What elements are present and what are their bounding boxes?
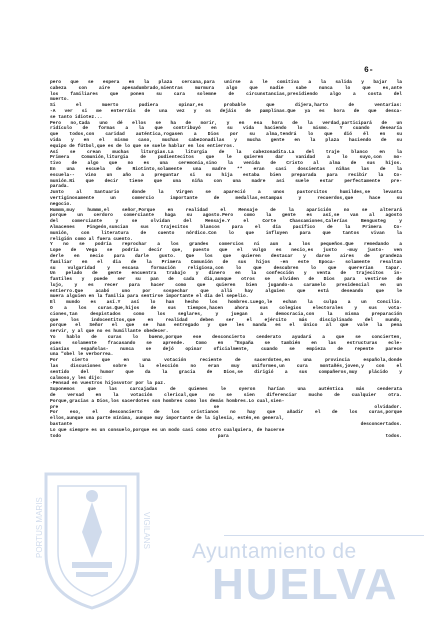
text-line: equipo de fútbol,que es de lo que se suele hablar en los entierros. <box>50 143 235 149</box>
text-line: escuela-- vino un año a preguntar si su hija estaba bien preparada para recibir la Co- <box>50 172 402 178</box>
text-line: Y no se podría reprochar a los grandes comercios ni aun a los pequeños.Que remedando a <box>50 242 402 248</box>
text-line: Suponemos que las carcajadas de quienes le oyeron harían una auténtica más cenderata <box>50 387 402 393</box>
text-line: vida y en el mismo caso, muchas cabezonadilas y mucha gente en la plaza haciendo de su <box>50 137 402 143</box>
text-line: muerto. <box>50 97 70 103</box>
text-line: -Pensad en vuestros hijosvotor por la paz. <box>50 381 166 387</box>
text-line: calmoso,y les dijo: <box>50 375 103 381</box>
text-line: religión como al fuera cuento. <box>50 236 133 242</box>
text-line: Así se crean muchas liturgias.La liturgia de la cabezonadita.La del traje blanco en la <box>50 149 402 155</box>
text-line: Por eso, el desconcierto de los cristianos no hay que añadir el de los curas,porque <box>50 410 402 416</box>
text-line: de versad en la votación clerical,que no se sien diferenciar mucho de cualquier otra. <box>50 393 402 399</box>
seal-right-text: VIGILANS <box>142 512 151 549</box>
text-line: porque el Señor el que se han entregado y que les manda es el único al que vale la pena <box>50 323 402 329</box>
text-line: ciones,tan despistados como los seglares, y juegan a democracia,con la misma preparación <box>50 311 402 317</box>
text-line: porque un cerdoro comerciante haga su agosto.Pero como la gente es así,se van al agosto <box>50 213 402 219</box>
text-line: entierro.Que acabó uno por sospechar que allá hay alguien que está deseando que le <box>50 288 402 294</box>
text-line: Almacenes Pingeón,suncian sus trajecitos blancos para el día pacífico de la Primera Co- <box>50 224 402 230</box>
text-line: -A ver si me enterráis de una vez y os dejáis de pamplinas.Que ya es hora de que desca- <box>50 108 402 114</box>
text-line: ridículo de formas a la que contribuyó en su vida haciendo lo mismo. Y cuando desearía <box>50 126 402 132</box>
text-line: Si el muerto pudiera opinar,es probable que dijera,harto de ventarías: <box>50 103 402 109</box>
text-line: Yo hablo de curas lo bueno,porque ese desconcierto cenderato ayudará a que se concierten, <box>50 335 402 341</box>
text-line: siasías españolas- nunca se dejó opinar oficialmente, cuando se empieza de repente parece <box>50 346 402 352</box>
text-line: familiar en el dia de la Primera Comunión de sus hijos -en este Epoca- solamente resaltan <box>50 259 402 265</box>
text-line: El mundo es así.Y así lo han hecho los hombres.Luego,le echan la culpa a un Concilio. <box>50 300 402 306</box>
text-line: su vulgaridad y escasa formación religiosa,con lo que descubren lo que quererían tapar. <box>50 265 402 271</box>
text-line: pero que se espera en la plaza cercana,para unirse a le comitiva a la salida y bajar la <box>50 80 402 85</box>
text-line: pre se olvidador. <box>50 404 402 410</box>
text-line: negocio. <box>50 201 73 207</box>
text-line: munión.Ni que decir tiene que una niña con una madre así suele estar perfectamente pre- <box>50 178 402 184</box>
page-number: 6- <box>364 66 374 75</box>
text-line: En una escuela de Riotinto,solamente una madre ** eran casi doscientas niñas las de la <box>50 166 402 172</box>
seal-left-text: PORTUS MARIS <box>35 497 44 558</box>
text-line: Hummm,muy hummm,el señor,Porque en realidad el Mensaje de la aparición no se alterará <box>50 207 402 213</box>
text-line: Lo que siempre es un consuelo,porque es un modo casi como otro cualquiera, de hacerse <box>50 427 285 433</box>
text-line: todo para todos. <box>50 433 402 439</box>
text-line: bastante desconcertados. <box>50 422 402 428</box>
text-line: que los indocentitos,que en realidad deben ser el ejército más disciplinado del mundo, <box>50 317 402 323</box>
text-line: que todos,con caridad auténtica,rogasen a Dios por su alma,tendrá lo que dió él en su <box>50 132 402 138</box>
watermark-huelva: HUELVA <box>212 560 399 609</box>
text-line: parada. <box>50 184 70 190</box>
text-line: sentido del humor que da la gracia de Dios,se dirigió a sus compañeros,muy plácido y <box>50 369 402 375</box>
text-line: cabeza con aire apesadumbrado,mientras murmura algo que nadie sabe nunca lo que es,ante <box>50 85 402 91</box>
text-line: servir, y al que no es humillante obedecer. <box>50 329 169 335</box>
text-line: del comerciante y se olvidan del Mensaje.Y el Corte Chascamiones,Calerías Bengusteg y <box>50 219 402 225</box>
text-line: se tanto idiotez... <box>50 114 103 120</box>
text-line: Primera Comunión,liturgia de pudientecitos que le quieren dar vanidad a lo suyo,con mo- <box>50 155 402 161</box>
text-line: Porque,gracias a Dios,los sacerdotes son hombres como los demás hombres.Lo cual,sien- <box>50 398 285 404</box>
text-line: vertiginosamente un comercio importante de medallas,estampas y recuerdos,que hace su <box>50 195 402 201</box>
text-line: fantiles y puede ser su pan de cada día,aunque otros se olviden de Dios para vestirse de <box>50 277 402 283</box>
text-line: O a los curas.Que,hijos de sus tiempos,hacen ahora sus colegios electorales y sus vota- <box>50 306 402 312</box>
text-line: Pero no,Cada uno dé ellos se ha de morir, y en esa hora de la verdad,participará de un <box>50 120 402 126</box>
text-line: las discusiones sobre la elección no eran muy uniformes,un cura montañés,joven,y con el <box>50 364 402 370</box>
text-line: pues solamente fracasando se aprende. Como en "España se también en las estructuras ecle- <box>50 340 402 346</box>
text-line: los familiares que ponen su cara solemne de circunstancias,presidiendo algo a costa del <box>50 91 402 97</box>
text-line: una "obel le verborrea. <box>50 352 114 358</box>
watermark-rule <box>224 535 424 536</box>
text-line: muera alguien en la familia para sentirse importante el día del sepelio. <box>50 294 249 300</box>
text-line: Por cierto que en una votación reciente de sacerdotes,en una provincia española,donde <box>50 358 402 364</box>
text-line: Lope de Vega se podría decir que, puesto que el vulgo es necio,es justo -muy justo- ven <box>50 248 402 254</box>
text-line: Un pelado de gente encuentra trabajo y dinero en la confección y venta de trajecitos in- <box>50 271 402 277</box>
typewritten-body <box>50 80 402 439</box>
text-line: Junto al Santuario donde la Virgen se apareció a unos pastorcitos humildes,se levanta <box>50 190 402 196</box>
text-line: munión, con literatura de cuento nórdico.Con lo que influyen para que tantos vivan la <box>50 230 402 236</box>
text-line: derle en necio para darle gusto. Que los que quieren destacar y darse aires de grandeza <box>50 253 402 259</box>
text-line: lujo, y es recer para hacer como que quieren bien jugando-a caramelo presidencial en un <box>50 282 402 288</box>
text-line: tivo de algo que no es una ceremonia,sino la venida de Cristo al alma de sus hijos. <box>50 161 402 167</box>
watermark-ayuntamiento: Ayuntamiento de <box>192 540 357 563</box>
city-seal-watermark <box>35 462 151 612</box>
text-line: ellos,aunque una parte mínima, aunque muy importante de la iglesia, estén,en general, <box>50 416 285 422</box>
